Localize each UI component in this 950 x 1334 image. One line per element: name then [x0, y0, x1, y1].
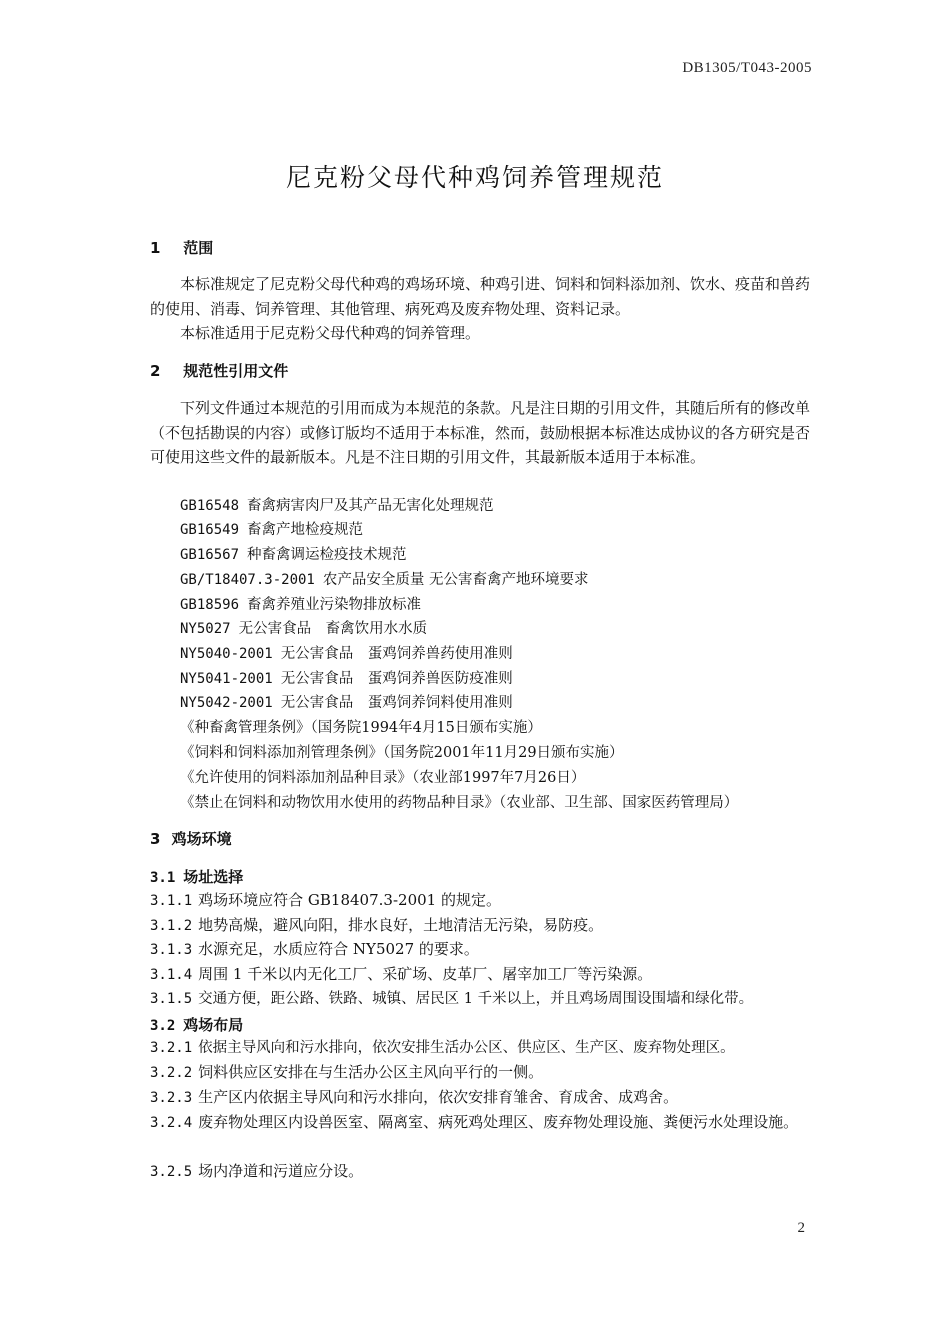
reference-code: GB/T18407.3-2001 [180, 572, 315, 588]
regulation-reference: 《禁止在饲料和动物饮用水使用的药物品种目录》（农业部、卫生部、国家医药管理局） [180, 795, 739, 811]
section-number: 1 [150, 239, 161, 257]
clause-item [150, 987, 810, 1012]
regulation-reference: 《允许使用的饲料添加剂品种目录》（农业部1997年7月26日） [180, 770, 586, 786]
reference-code: NY5040-2001 [180, 646, 273, 662]
clause-item [150, 888, 810, 914]
clause-text: 依据主导风向和污水排向，依次安排生活办公区、供应区、生产区、废弃物处理区。 [198, 1040, 735, 1056]
clause-number: 3.1.2 [150, 918, 193, 934]
reference-item [180, 568, 588, 593]
clause-item [150, 937, 810, 963]
reference-name: 无公害食品 畜禽饮用水水质 [238, 621, 428, 637]
section-title: 范围 [183, 239, 214, 257]
clause-item [150, 1060, 810, 1086]
clause-number: 3.2.1 [150, 1040, 193, 1056]
clause-item [150, 1159, 810, 1185]
regulation-reference: 《种畜禽管理条例》（国务院1994年4月15日颁布实施） [180, 720, 542, 736]
clause-number: 3.2.2 [150, 1065, 193, 1081]
reference-item [180, 642, 513, 667]
reference-code: GB16548 [180, 498, 240, 514]
clause-number: 3.2.5 [150, 1164, 193, 1180]
section-2-paragraph-1: 下列文件通过本规范的引用而成为本规范的条款。凡是注日期的引用文件，其随后所有的修改单（不包括勘误的内容）或修订版均不适用于本标准，然而，鼓励根据本标准达成协议的各方研究是否可使用这些文件的最新版本。凡是不注日期的引用文件，其最新版本适用于本标准。 [150, 399, 811, 466]
reference-item [180, 667, 513, 692]
reference-item [180, 617, 427, 642]
section-1-paragraph-1: 本标准规定了尼克粉父母代种鸡的鸡场环境、种鸡引进、饲料和饲料添加剂、饮水、疫苗和兽药的使用、消毒、饲养管理、其他管理、病死鸡及废弃物处理、资料记录。 [150, 275, 811, 318]
section-1-paragraph-2: 本标准适用于尼克粉父母代种鸡的饲养管理。 [180, 324, 481, 342]
clause-text: 饲料供应区安排在与生活办公区主风向平行的一侧。 [198, 1063, 544, 1081]
section-1-heading [150, 237, 213, 258]
clause-item [150, 913, 810, 939]
reference-code: GB16549 [180, 522, 240, 538]
clause-item [150, 1110, 810, 1136]
reference-code: GB16567 [180, 547, 240, 563]
section-2-heading [150, 360, 288, 381]
reference-name: 农产品安全质量 无公害畜禽产地环境要求 [322, 572, 589, 588]
clause-text: 交通方便，距公路、铁路、城镇、居民区 1 千米以上，并且鸡场周围设围墙和绿化带。 [198, 991, 754, 1007]
regulation-reference: 《饲料和饲料添加剂管理条例》（国务院2001年11月29日颁布实施） [180, 745, 624, 761]
clause-text: 地势高燥，避风向阳，排水良好，土地清洁无污染，易防疫。 [198, 916, 604, 934]
page-number: 2 [797, 1220, 805, 1236]
subsection-3-1-heading [150, 866, 243, 887]
clause-number: 3.1.4 [150, 967, 193, 983]
clause-number: 3.1.5 [150, 991, 193, 1007]
clause-number: 3.1.1 [150, 893, 193, 909]
reference-item [180, 691, 513, 716]
clause-text: 鸡场环境应符合 GB18407.3-2001 的规定。 [198, 891, 501, 909]
reference-code: NY5041-2001 [180, 671, 273, 687]
reference-code: NY5027 [180, 621, 231, 637]
reference-name: 畜禽养殖业污染物排放标准 [247, 597, 422, 613]
clause-number: 3.2.3 [150, 1090, 193, 1106]
reference-name: 畜禽病害肉尸及其产品无害化处理规范 [247, 498, 494, 514]
subsection-title: 鸡场布局 [183, 1016, 244, 1034]
clause-item [150, 1036, 810, 1061]
clause-text: 水源充足，水质应符合 NY5027 的要求。 [198, 940, 479, 958]
reference-name: 无公害食品 蛋鸡饲养兽药使用准则 [280, 646, 513, 662]
section-title: 鸡场环境 [171, 830, 232, 848]
reference-name: 无公害食品 蛋鸡饲养饲料使用准则 [280, 695, 513, 711]
clause-item [150, 1085, 810, 1111]
document-code: DB1305/T043-2005 [682, 60, 812, 76]
section-number: 3 [150, 830, 161, 848]
clause-text: 场内净道和污道应分设。 [198, 1162, 364, 1180]
reference-item [180, 593, 421, 618]
section-3-heading [150, 828, 232, 849]
clause-item [150, 962, 810, 988]
clause-text: 废弃物处理区内设兽医室、隔离室、病死鸡处理区、废弃物处理设施、粪便污水处理设施。 [198, 1113, 799, 1131]
clause-text: 生产区内依据主导风向和污水排向，依次安排育雏舍、育成舍、成鸡舍。 [198, 1088, 679, 1106]
clause-number: 3.1.3 [150, 942, 193, 958]
subsection-3-2-heading [150, 1014, 243, 1035]
section-number: 2 [150, 362, 161, 380]
section-title: 规范性引用文件 [183, 362, 289, 380]
reference-code: NY5042-2001 [180, 695, 273, 711]
document-title: 尼克粉父母代种鸡饲养管理规范 [285, 163, 664, 192]
reference-item [180, 518, 363, 543]
reference-name: 畜禽产地检疫规范 [247, 522, 364, 538]
reference-item [180, 494, 494, 519]
subsection-number: 3.2 [150, 1018, 176, 1034]
clause-number: 3.2.4 [150, 1115, 193, 1131]
reference-name: 无公害食品 蛋鸡饲养兽医防疫准则 [280, 671, 513, 687]
reference-name: 种畜禽调运检疫技术规范 [247, 547, 407, 563]
reference-item [180, 543, 407, 568]
clause-text: 周围 1 千米以内无化工厂、采矿场、皮革厂、屠宰加工厂等污染源。 [198, 965, 653, 983]
subsection-title: 场址选择 [183, 868, 244, 886]
reference-code: GB18596 [180, 597, 240, 613]
subsection-number: 3.1 [150, 870, 176, 886]
